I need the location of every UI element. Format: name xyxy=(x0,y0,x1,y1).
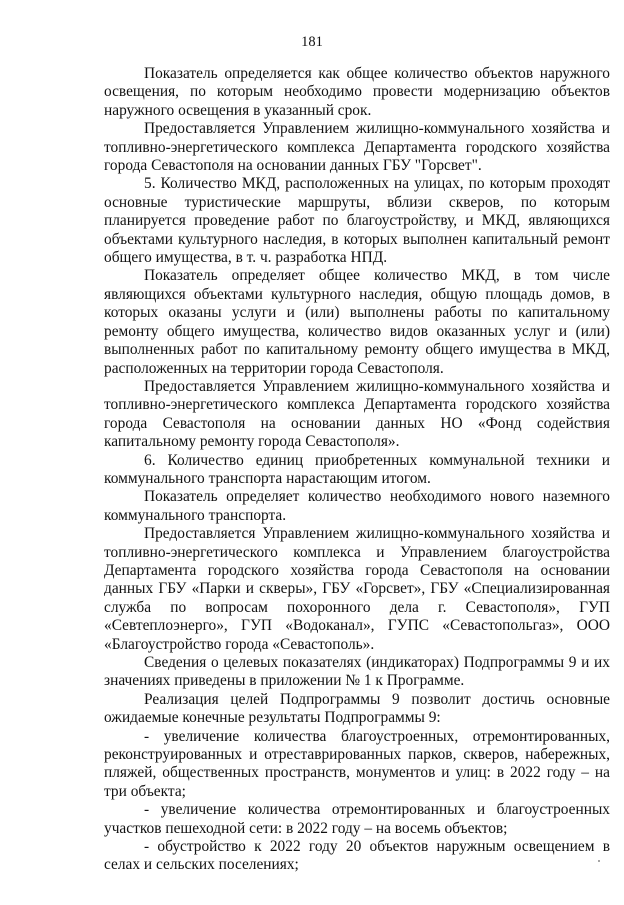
list-item-rural-lighting: - обустройство к 2022 году 20 объектов наружным освещением в селах и сельских поселениях; xyxy=(104,838,610,874)
paragraph-indicator-5-title: 5. Количество МКД, расположенных на улицах, по которым проходят основные туристические маршруты, вблизи скверов, по которым планируется проведение работ по благоустройству, и МКД, являющихся объектами культурного наследия, в которых выполнен капитальный ремонт общего имущества, в т. ч. разработка НПД. xyxy=(104,175,610,267)
paragraph-indicator-6-definition: Показатель определяет количество необходимого нового наземного коммунального транспорта. xyxy=(104,488,610,524)
list-item-parks-improvement: - увеличение количества благоустроенных, отремонтированных, реконструированных и отреставрированных парков, скверов, набережных, пляжей, общественных пространств, монументов и улиц: в 2022 году – на три объекта; xyxy=(104,727,610,800)
paragraph-indicator-5-data-source: Предоставляется Управлением жилищно-коммунального хозяйства и топливно-энергетического комплекса Департамента городского хозяйства города Севастополя на основании данных НО «Фонд содействия капитальному ремонту города Севастополя». xyxy=(104,377,610,451)
paragraph-lighting-indicator-definition: Показатель определяется как общее количество объектов наружного освещения, по которым необходимо провести модернизацию объектов наружного освещения в указанный срок. xyxy=(104,65,610,119)
paragraph-indicator-5-definition: Показатель определяет общее количество МКД, в том числе являющихся объектами культурного наследия, общую площадь домов, в которых оказаны услуги и (или) выполнены работы по капитальному ремонту общего имущества, количество видов оказанных услуг и (или) выполненных работ по капитальному ремонту общего имущества в МКД, расположенных на территории города Севастополя. xyxy=(104,267,610,377)
paragraph-indicator-6-data-source: Предоставляется Управлением жилищно-коммунального хозяйства и топливно-энергетического комплекса и Управлением благоустройства Департамента городского хозяйства города Севастополя на основании данных ГБУ «Парки и скверы», ГБУ «Горсвет», ГБУ «Специализированная служба по вопросам похоронного дела г. Севастополя», ГУП «Севтеплоэнерго», ГУП «Водоканал», ГУПС «Севастопольгаз», ООО «Благоустройство города «Севастополь». xyxy=(104,525,610,653)
paragraph-lighting-data-source: Предоставляется Управлением жилищно-коммунального хозяйства и топливно-энергетического комплекса Департамента городского хозяйства города Севастополя на основании данных ГБУ "Горсвет". xyxy=(104,120,610,175)
page-number: 181 xyxy=(301,34,323,50)
paragraph-indicator-6-title: 6. Количество единиц приобретенных коммунальной техники и коммунального транспорта нарастающим итогом. xyxy=(104,451,610,487)
paragraph-appendix-reference: Сведения о целевых показателях (индикаторах) Подпрограммы 9 и их значениях приведены в приложении № 1 к Программе. xyxy=(104,654,610,690)
scan-speck xyxy=(598,860,600,862)
list-item-pedestrian-network: - увеличение количества отремонтированных и благоустроенных участков пешеходной сети: в 2022 году – на восемь объектов; xyxy=(104,801,610,837)
document-body xyxy=(104,65,610,875)
paragraph-expected-results-intro: Реализация целей Подпрограммы 9 позволит достичь основные ожидаемые конечные результаты Подпрограммы 9: xyxy=(104,690,610,727)
